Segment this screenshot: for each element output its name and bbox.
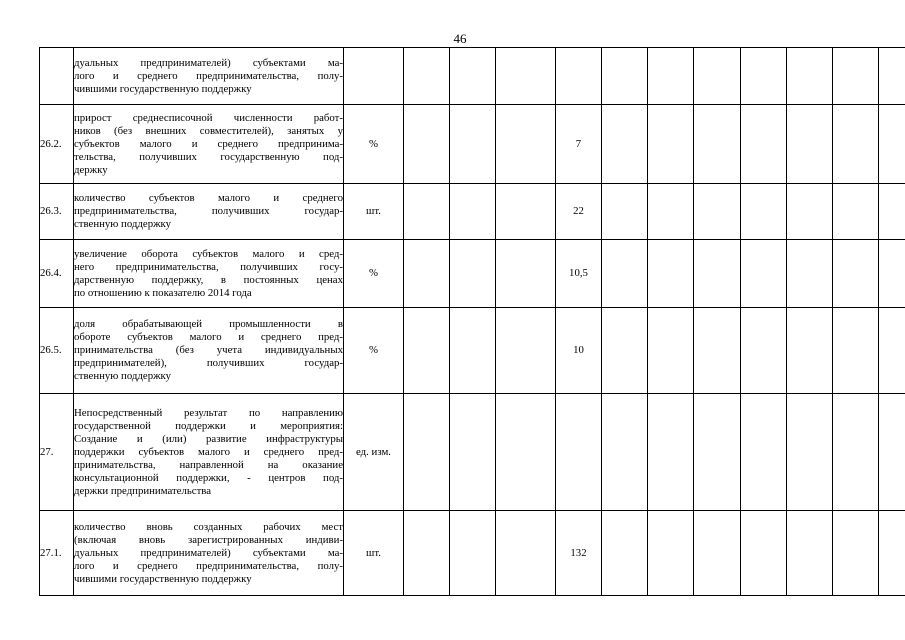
row-unit: % (344, 240, 404, 308)
row-number: 27. (40, 394, 74, 511)
empty-cell (496, 240, 556, 308)
description-line: дуальных предпринимателей) субъектами ма- (74, 56, 343, 69)
empty-cell (694, 308, 741, 394)
description-line: держки предпринимательства (74, 484, 212, 497)
description-line: субъектов малого и среднего предпринима- (74, 137, 343, 150)
description-line: него предпринимательства, получивших госу- (74, 260, 343, 273)
empty-cell (694, 105, 741, 184)
empty-cell (602, 511, 648, 596)
description-line: по отношению к показателю 2014 года (74, 286, 252, 299)
row-value: 22 (556, 184, 602, 240)
description-line: (включая вновь зарегистрированных индиви- (74, 533, 343, 546)
empty-cell (404, 184, 450, 240)
row-description (74, 511, 344, 596)
description-line: обороте субъектов малого и среднего пред- (74, 331, 343, 343)
empty-cell (450, 511, 496, 596)
empty-cell (496, 511, 556, 596)
row-unit: шт. (344, 184, 404, 240)
empty-cell (496, 394, 556, 511)
empty-cell (833, 48, 879, 105)
page-number: 46 (453, 31, 467, 46)
table-row (40, 394, 905, 511)
empty-cell (450, 308, 496, 394)
empty-cell (450, 394, 496, 511)
row-unit: шт. (344, 511, 404, 596)
empty-cell (496, 48, 556, 105)
empty-cell (833, 511, 879, 596)
empty-cell (404, 105, 450, 184)
empty-cell (879, 48, 905, 105)
empty-cell (879, 184, 905, 240)
empty-cell (602, 308, 648, 394)
row-number: 26.5. (40, 308, 74, 394)
row-unit: % (344, 105, 404, 184)
row-value: 10,5 (556, 240, 602, 308)
empty-cell (496, 105, 556, 184)
row-value: 132 (556, 511, 602, 596)
description-line: предпринимателей), получивших государ- (74, 357, 343, 369)
empty-cell (404, 394, 450, 511)
empty-cell (879, 105, 905, 184)
empty-cell (404, 511, 450, 596)
empty-cell (833, 308, 879, 394)
empty-cell (404, 48, 450, 105)
description-line: количество субъектов малого и среднего (74, 192, 343, 204)
description-line: принимательства (без учета индивидуальных (74, 344, 343, 356)
table-row (40, 48, 905, 105)
empty-cell (833, 240, 879, 308)
description-line: Создание и (или) развитие инфраструктуры (74, 432, 343, 445)
row-value (556, 48, 602, 105)
description-line: предпринимательства, получивших государ- (74, 205, 343, 217)
description-line: дарственную поддержку, в постоянных ценах (74, 273, 343, 286)
empty-cell (648, 511, 694, 596)
empty-cell (450, 184, 496, 240)
row-unit (344, 48, 404, 105)
empty-cell (694, 48, 741, 105)
empty-cell (833, 105, 879, 184)
row-description (74, 184, 344, 240)
empty-cell (648, 394, 694, 511)
empty-cell (787, 105, 833, 184)
description-line: ственную поддержку (74, 218, 172, 230)
empty-cell (879, 511, 905, 596)
empty-cell (741, 394, 787, 511)
empty-cell (602, 184, 648, 240)
table-body (40, 48, 905, 596)
description-line: количество вновь созданных рабочих мест (74, 520, 343, 533)
empty-cell (648, 184, 694, 240)
empty-cell (648, 308, 694, 394)
description-line: тельства, получивших государственную под- (74, 150, 343, 163)
empty-cell (694, 511, 741, 596)
description-line: консультационной поддержки, - центров под- (74, 471, 343, 484)
description-line: государственной поддержки и мероприятия: (74, 419, 343, 432)
description-line: увеличение оборота субъектов малого и сред- (74, 247, 343, 260)
row-number: 26.3. (40, 184, 74, 240)
row-unit: % (344, 308, 404, 394)
table-row (40, 308, 905, 394)
row-value (556, 394, 602, 511)
description-line: ственную поддержку (74, 370, 172, 382)
row-description (74, 308, 344, 394)
empty-cell (741, 48, 787, 105)
empty-cell (602, 240, 648, 308)
empty-cell (833, 184, 879, 240)
table-row (40, 105, 905, 184)
empty-cell (787, 308, 833, 394)
row-number: 26.2. (40, 105, 74, 184)
row-description (74, 105, 344, 184)
indicators-table (39, 47, 905, 596)
empty-cell (879, 394, 905, 511)
row-value: 7 (556, 105, 602, 184)
description-line: прирост среднесписочной численности работ- (74, 111, 343, 124)
empty-cell (787, 394, 833, 511)
description-line: ников (без внешних совместителей), занятых у (74, 124, 343, 137)
empty-cell (694, 240, 741, 308)
empty-cell (787, 184, 833, 240)
empty-cell (741, 105, 787, 184)
empty-cell (879, 308, 905, 394)
empty-cell (787, 48, 833, 105)
empty-cell (602, 394, 648, 511)
empty-cell (404, 240, 450, 308)
empty-cell (787, 240, 833, 308)
empty-cell (602, 48, 648, 105)
description-line: доля обрабатывающей промышленности в (74, 318, 343, 330)
table-row (40, 240, 905, 308)
empty-cell (450, 48, 496, 105)
empty-cell (450, 240, 496, 308)
empty-cell (648, 105, 694, 184)
empty-cell (450, 105, 496, 184)
empty-cell (648, 48, 694, 105)
description-line: Непосредственный результат по направлению (74, 406, 343, 419)
row-description (74, 394, 344, 511)
empty-cell (741, 240, 787, 308)
row-number (40, 48, 74, 105)
row-description (74, 240, 344, 308)
empty-cell (741, 511, 787, 596)
empty-cell (496, 308, 556, 394)
row-unit: ед. изм. (344, 394, 404, 511)
description-line: чившими государственную поддержку (74, 82, 252, 95)
description-line: поддержки субъектов малого и среднего пред- (74, 445, 343, 458)
description-line: чившими государственную поддержку (74, 572, 252, 585)
empty-cell (879, 240, 905, 308)
row-number: 26.4. (40, 240, 74, 308)
description-line: лого и среднего предпринимательства, полу- (74, 559, 343, 572)
empty-cell (602, 105, 648, 184)
empty-cell (404, 308, 450, 394)
description-line: лого и среднего предпринимательства, полу- (74, 69, 343, 82)
empty-cell (496, 184, 556, 240)
empty-cell (741, 184, 787, 240)
row-number: 27.1. (40, 511, 74, 596)
description-line: держку (74, 163, 108, 176)
row-value: 10 (556, 308, 602, 394)
empty-cell (694, 184, 741, 240)
row-description (74, 48, 344, 105)
description-line: дуальных предпринимателей) субъектами ма- (74, 546, 343, 559)
empty-cell (694, 394, 741, 511)
empty-cell (833, 394, 879, 511)
table-row (40, 184, 905, 240)
empty-cell (648, 240, 694, 308)
description-line: принимательства, направленной на оказание (74, 458, 343, 471)
empty-cell (741, 308, 787, 394)
table-row (40, 511, 905, 596)
empty-cell (787, 511, 833, 596)
